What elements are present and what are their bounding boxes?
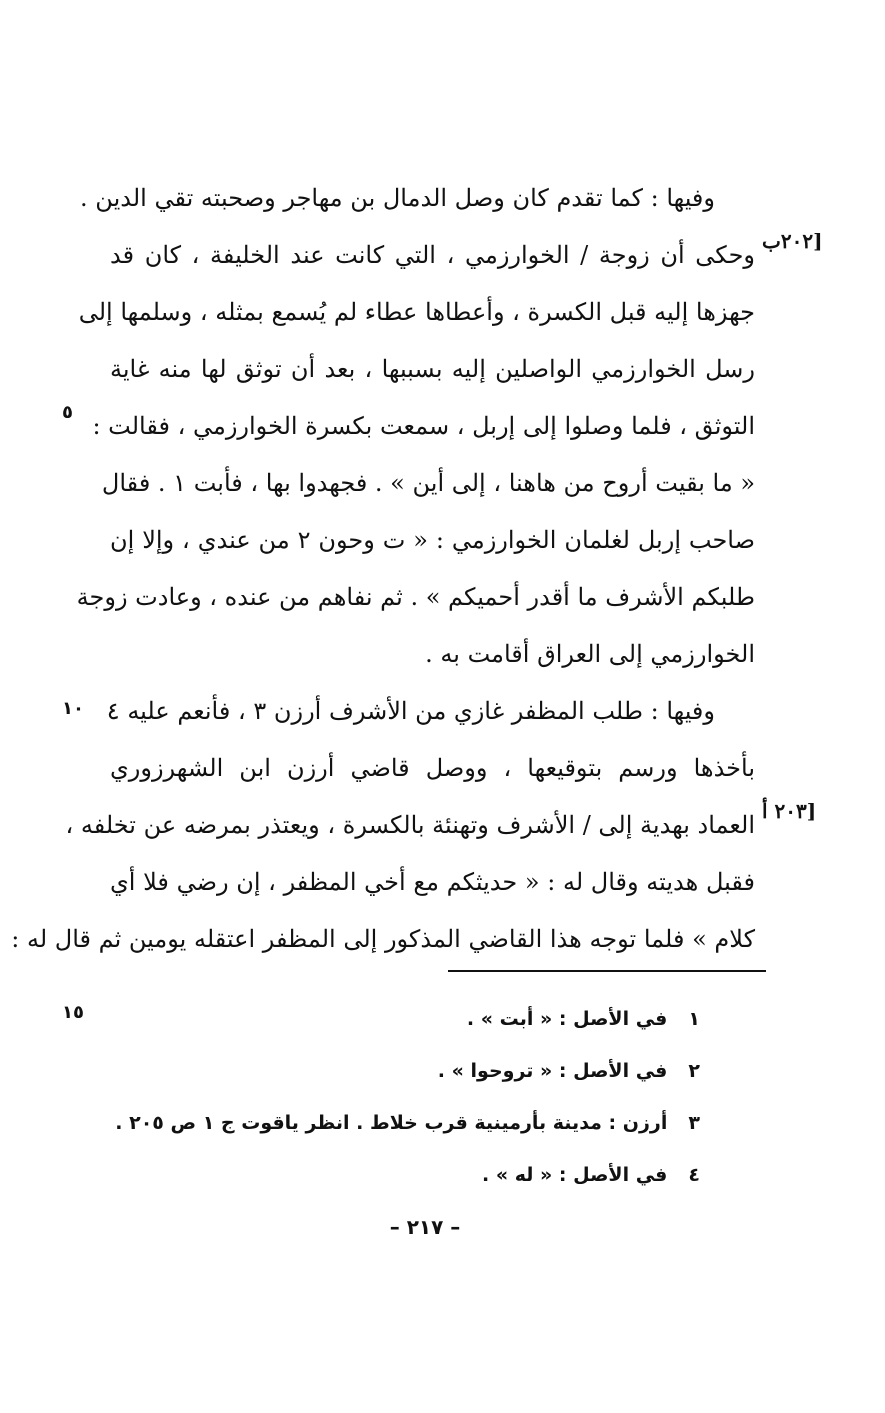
text-line: العماد بهدية إلى / الأشرف وتهنئة بالكسرة ، ويعتذر بمرضه عن تخلفه ،: [65, 811, 755, 839]
footnote-item: [110, 993, 700, 1045]
text-line: التوثق ، فلما وصلوا إلى إربل ، سمعت بكسرة الخوارزمي ، فقالت :: [92, 412, 755, 440]
text-line: صاحب إربل لغلمان الخوارزمي : « ت وحون ٢ من عندي ، وإلا إن: [110, 526, 755, 554]
footnote-item: [110, 1149, 700, 1201]
footnote-number: ٢: [688, 1060, 700, 1082]
text-line: رسل الخوارزمي الواصلين إليه بسببها ، بعد أن توثق لها منه غاية: [110, 355, 755, 383]
text-line: كلام » فلما توجه هذا القاضي المذكور إلى المظفر اعتقله يومين ثم قال له :: [11, 925, 755, 953]
text-line: الخوارزمي إلى العراق أقامت به .: [425, 640, 755, 668]
footnote-item: [110, 1045, 700, 1097]
footnote-text: في الأصل : « له » .: [482, 1164, 668, 1186]
folio-marker-203a: [٢٠٣ أ: [762, 799, 817, 823]
text-line: وفيها : كما تقدم كان وصل الدمال بن مهاجر وصحبته تقي الدين .: [80, 184, 715, 212]
footnote-text: في الأصل : « أبت » .: [466, 1008, 668, 1030]
page-number: – ٢١٧ –: [389, 1215, 461, 1239]
footnote-item: [110, 1097, 700, 1149]
footnote-number: ٣: [688, 1112, 700, 1134]
footnotes: [110, 993, 700, 1201]
folio-marker-202b: [٢٠٢ب: [762, 229, 823, 253]
footnote-number: ٤: [688, 1164, 700, 1186]
text-line: فقبل هديته وقال له : « حديثكم مع أخي المظفر ، إن رضي فلا أي: [110, 868, 755, 896]
text-line: بأخذها ورسم بتوقيعها ، ووصل قاضي أرزن ابن الشهرزوري: [110, 754, 755, 782]
text-line: وفيها : طلب المظفر غازي من الأشرف أرزن ٣ ، فأنعم عليه ٤: [106, 697, 715, 725]
footnote-separator: [448, 970, 766, 972]
footnote-text: في الأصل : « تروحوا » .: [437, 1060, 668, 1082]
text-line: « ما بقيت أروح من هاهنا ، إلى أين » . فجهدوا بها ، فأبت ١ . فقال: [101, 469, 755, 497]
footnote-number: ١: [688, 1008, 700, 1030]
text-line: جهزها إليه قبل الكسرة ، وأعطاها عطاء لم يُسمع بمثله ، وسلمها إلى: [78, 298, 755, 326]
footnote-text: أرزن : مدينة بأرمينية قرب خلاط . انظر ياقوت ج ١ ص ٢٠٥ .: [115, 1112, 668, 1134]
line-number-15: ١٥: [62, 1002, 84, 1023]
text-line: طلبكم الأشرف ما أقدر أحميكم » . ثم نفاهم من عنده ، وعادت زوجة: [76, 583, 755, 611]
line-number-10: ١٠: [62, 698, 84, 719]
text-line: وحكى أن زوجة / الخوارزمي ، التي كانت عند الخليفة ، كان قد: [110, 241, 755, 269]
line-number-5: ٥: [62, 402, 73, 423]
